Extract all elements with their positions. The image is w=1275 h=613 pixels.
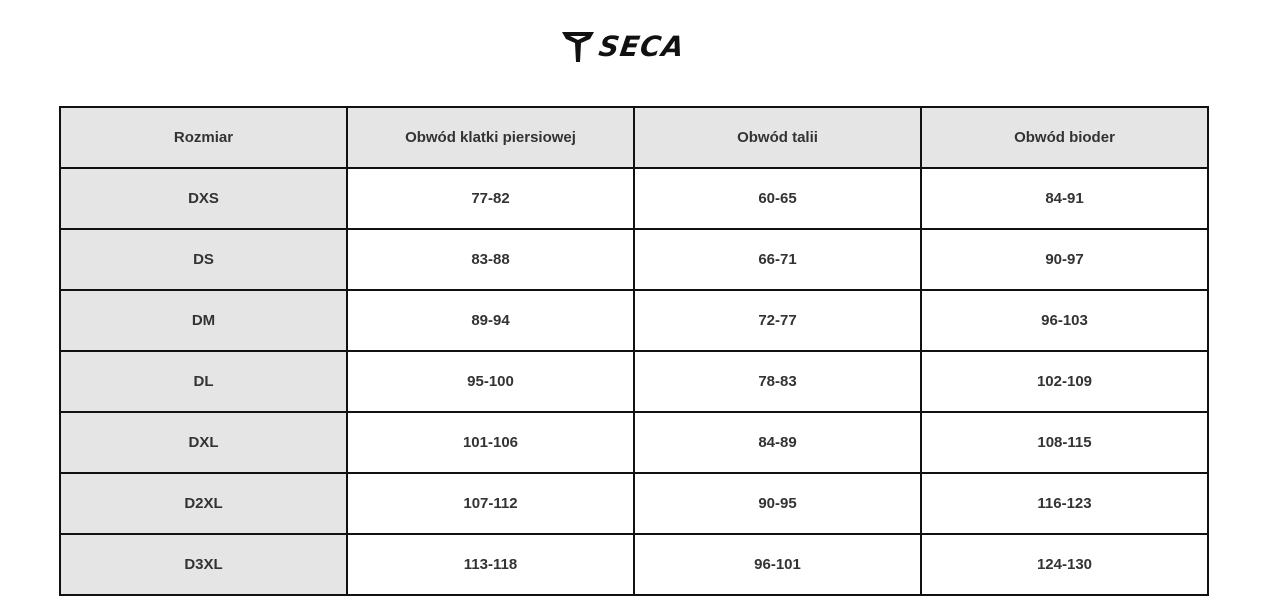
waist-cell: 66-71 bbox=[634, 229, 921, 290]
hips-cell: 116-123 bbox=[921, 473, 1208, 534]
chest-cell: 95-100 bbox=[347, 351, 634, 412]
waist-cell: 90-95 bbox=[634, 473, 921, 534]
seca-y-logo-icon bbox=[560, 30, 596, 64]
hips-cell: 108-115 bbox=[921, 412, 1208, 473]
size-cell: DL bbox=[60, 351, 347, 412]
waist-cell: 84-89 bbox=[634, 412, 921, 473]
size-cell: DXL bbox=[60, 412, 347, 473]
seca-logo bbox=[560, 29, 716, 65]
hips-cell: 124-130 bbox=[921, 534, 1208, 595]
size-cell: D2XL bbox=[60, 473, 347, 534]
chest-cell: 107-112 bbox=[347, 473, 634, 534]
header-hips: Obwód bioder bbox=[921, 107, 1208, 168]
chest-cell: 77-82 bbox=[347, 168, 634, 229]
size-cell: DM bbox=[60, 290, 347, 351]
size-cell: DXS bbox=[60, 168, 347, 229]
chest-cell: 89-94 bbox=[347, 290, 634, 351]
hips-cell: 96-103 bbox=[921, 290, 1208, 351]
chest-cell: 113-118 bbox=[347, 534, 634, 595]
table-row bbox=[60, 351, 1208, 412]
hips-cell: 102-109 bbox=[921, 351, 1208, 412]
header-chest: Obwód klatki piersiowej bbox=[347, 107, 634, 168]
hips-cell: 90-97 bbox=[921, 229, 1208, 290]
header-waist: Obwód talii bbox=[634, 107, 921, 168]
table-row bbox=[60, 290, 1208, 351]
table-row bbox=[60, 168, 1208, 229]
table-row bbox=[60, 229, 1208, 290]
waist-cell: 60-65 bbox=[634, 168, 921, 229]
size-cell: D3XL bbox=[60, 534, 347, 595]
size-chart-table bbox=[59, 106, 1209, 596]
waist-cell: 72-77 bbox=[634, 290, 921, 351]
waist-cell: 96-101 bbox=[634, 534, 921, 595]
chest-cell: 101-106 bbox=[347, 412, 634, 473]
header-rozmiar: Rozmiar bbox=[60, 107, 347, 168]
table-row bbox=[60, 473, 1208, 534]
chest-cell: 83-88 bbox=[347, 229, 634, 290]
table-row bbox=[60, 412, 1208, 473]
waist-cell: 78-83 bbox=[634, 351, 921, 412]
logo-text: SECA bbox=[596, 30, 687, 63]
table-header-row bbox=[60, 107, 1208, 168]
table-row bbox=[60, 534, 1208, 595]
size-cell: DS bbox=[60, 229, 347, 290]
hips-cell: 84-91 bbox=[921, 168, 1208, 229]
